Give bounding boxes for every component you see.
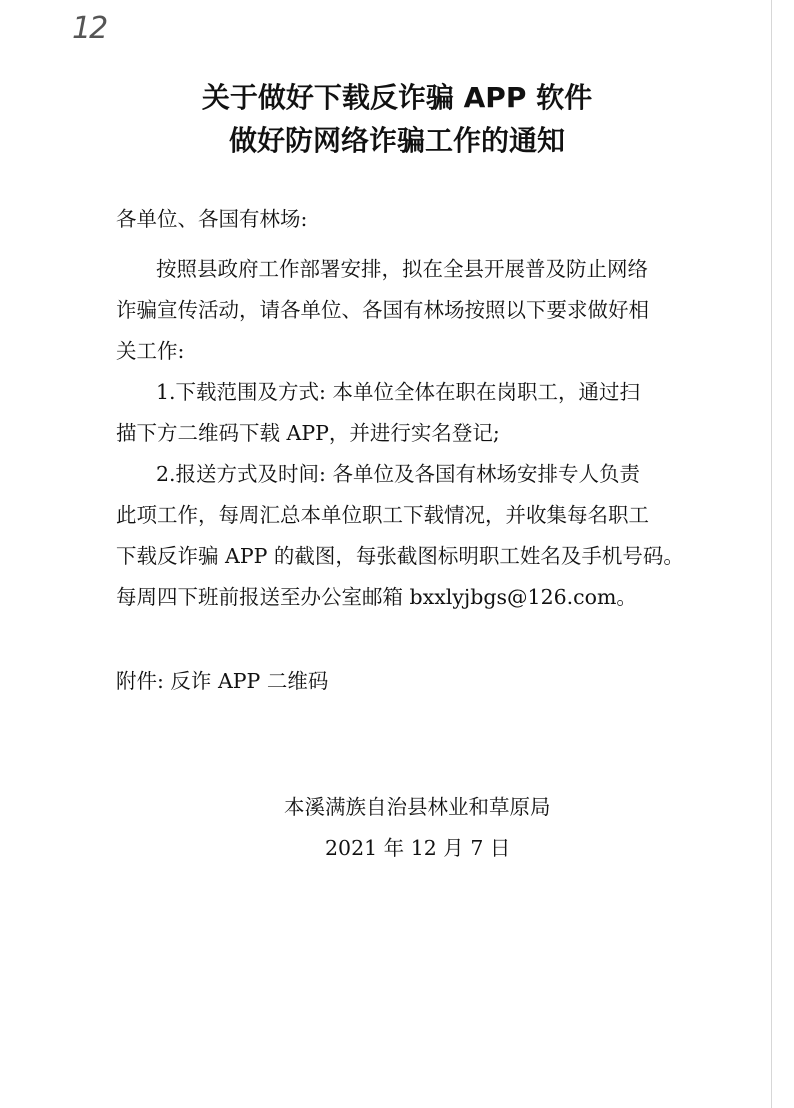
item-2-line-4: 每周四下班前报送至办公室邮箱 bxxlyjbgs@126.com。: [116, 585, 637, 609]
item-2-line-3: 下载反诈骗 APP 的截图，每张截图标明职工姓名及手机号码。: [116, 544, 684, 568]
item-2-line-1: 2.报送方式及时间: 各单位及各国有林场安排专人负责: [156, 462, 640, 486]
item-1-line-2: 描下方二维码下载 APP，并进行实名登记;: [116, 421, 500, 445]
document-title-line-1: 关于做好下载反诈骗 APP 软件: [201, 81, 593, 114]
issue-date: 2021 年 12 月 7 日: [325, 836, 511, 860]
intro-line-3: 关工作:: [116, 339, 185, 363]
issuing-organization: 本溪满族自治县林业和草原局: [284, 795, 551, 819]
page-edge-line: [771, 0, 772, 1108]
document-title-line-2: 做好防网络诈骗工作的通知: [228, 124, 565, 157]
item-2-line-2: 此项工作，每周汇总本单位职工下载情况，并收集每名职工: [116, 503, 649, 527]
handwritten-page-number: 12: [72, 11, 107, 46]
intro-line-2: 诈骗宣传活动，请各单位、各国有林场按照以下要求做好相: [116, 298, 649, 322]
salutation: 各单位、各国有林场:: [116, 207, 308, 231]
intro-line-1: 按照县政府工作部署安排，拟在全县开展普及防止网络: [156, 257, 648, 281]
item-1-line-1: 1.下载范围及方式: 本单位全体在职在岗职工，通过扫: [156, 380, 640, 404]
attachment-note: 附件: 反诈 APP 二维码: [116, 669, 329, 693]
